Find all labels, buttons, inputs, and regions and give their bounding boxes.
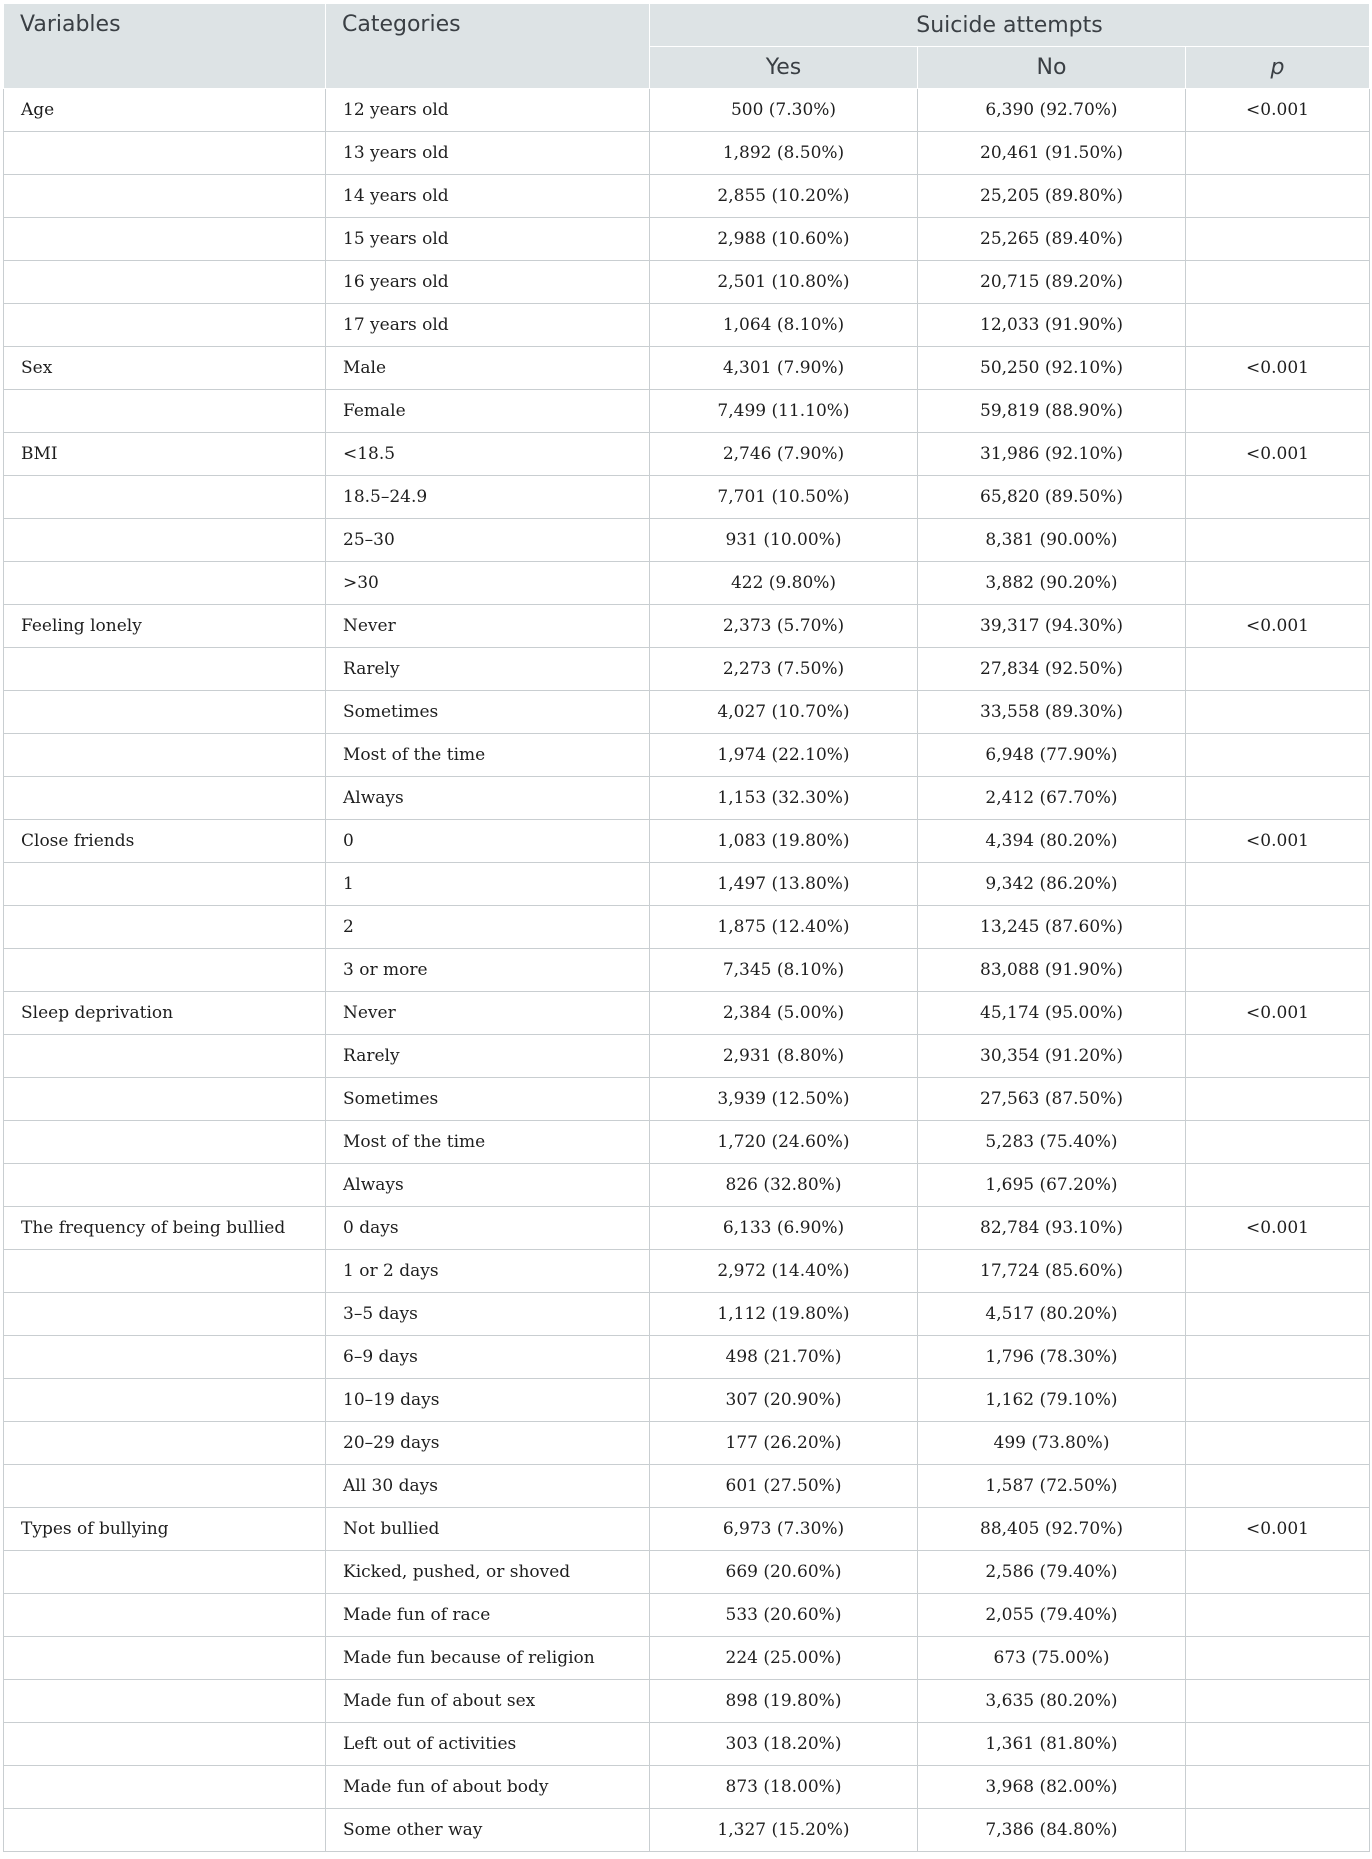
table-row xyxy=(4,1809,1370,1852)
table-row xyxy=(4,1551,1370,1594)
table-row xyxy=(4,820,1370,863)
table-body xyxy=(4,89,1370,1852)
cell-variable: Sex xyxy=(4,347,326,390)
cell-no: 4,517 (80.20%) xyxy=(918,1293,1186,1336)
cell-yes: 307 (20.90%) xyxy=(650,1379,918,1422)
cell-no: 1,361 (81.80%) xyxy=(918,1723,1186,1766)
cell-variable xyxy=(4,906,326,949)
cell-p xyxy=(1186,132,1370,175)
table-row xyxy=(4,1723,1370,1766)
cell-no: 27,834 (92.50%) xyxy=(918,648,1186,691)
cell-yes: 1,153 (32.30%) xyxy=(650,777,918,820)
cell-yes: 7,345 (8.10%) xyxy=(650,949,918,992)
cell-category: 14 years old xyxy=(326,175,650,218)
table-row xyxy=(4,562,1370,605)
cell-no: 45,174 (95.00%) xyxy=(918,992,1186,1035)
cell-p xyxy=(1186,175,1370,218)
cell-no: 83,088 (91.90%) xyxy=(918,949,1186,992)
cell-p xyxy=(1186,1465,1370,1508)
cell-yes: 7,499 (11.10%) xyxy=(650,390,918,433)
cell-p xyxy=(1186,1035,1370,1078)
cell-p xyxy=(1186,1766,1370,1809)
cell-category: 20–29 days xyxy=(326,1422,650,1465)
cell-variable: BMI xyxy=(4,433,326,476)
cell-p xyxy=(1186,218,1370,261)
cell-variable xyxy=(4,1293,326,1336)
cell-no: 88,405 (92.70%) xyxy=(918,1508,1186,1551)
cell-variable xyxy=(4,949,326,992)
cell-p: <0.001 xyxy=(1186,1508,1370,1551)
cell-variable xyxy=(4,1164,326,1207)
cell-yes: 2,273 (7.50%) xyxy=(650,648,918,691)
cell-variable: Sleep deprivation xyxy=(4,992,326,1035)
table-row xyxy=(4,949,1370,992)
cell-p xyxy=(1186,648,1370,691)
table-row xyxy=(4,906,1370,949)
cell-variable xyxy=(4,1637,326,1680)
cell-yes: 2,746 (7.90%) xyxy=(650,433,918,476)
cell-yes: 2,373 (5.70%) xyxy=(650,605,918,648)
cell-variable xyxy=(4,1121,326,1164)
cell-variable xyxy=(4,1766,326,1809)
cell-yes: 2,972 (14.40%) xyxy=(650,1250,918,1293)
table-row xyxy=(4,347,1370,390)
cell-variable xyxy=(4,304,326,347)
cell-category: Some other way xyxy=(326,1809,650,1852)
cell-category: Rarely xyxy=(326,648,650,691)
cell-yes: 1,083 (19.80%) xyxy=(650,820,918,863)
cell-p xyxy=(1186,777,1370,820)
cell-category: Always xyxy=(326,1164,650,1207)
cell-p xyxy=(1186,1680,1370,1723)
cell-yes: 1,875 (12.40%) xyxy=(650,906,918,949)
table-row xyxy=(4,777,1370,820)
cell-no: 20,715 (89.20%) xyxy=(918,261,1186,304)
cell-no: 1,796 (78.30%) xyxy=(918,1336,1186,1379)
cell-variable xyxy=(4,1035,326,1078)
cell-no: 4,394 (80.20%) xyxy=(918,820,1186,863)
cell-variable xyxy=(4,1078,326,1121)
cell-category: 25–30 xyxy=(326,519,650,562)
cell-variable xyxy=(4,734,326,777)
cell-p xyxy=(1186,476,1370,519)
cell-p: <0.001 xyxy=(1186,992,1370,1035)
table-row xyxy=(4,433,1370,476)
cell-no: 65,820 (89.50%) xyxy=(918,476,1186,519)
table-header xyxy=(4,4,1370,89)
cell-category: 3 or more xyxy=(326,949,650,992)
cell-yes: 898 (19.80%) xyxy=(650,1680,918,1723)
table-row xyxy=(4,390,1370,433)
cell-yes: 931 (10.00%) xyxy=(650,519,918,562)
table-row xyxy=(4,261,1370,304)
cell-category: All 30 days xyxy=(326,1465,650,1508)
cell-yes: 669 (20.60%) xyxy=(650,1551,918,1594)
cell-category: Most of the time xyxy=(326,1121,650,1164)
cell-p xyxy=(1186,1637,1370,1680)
cell-no: 82,784 (93.10%) xyxy=(918,1207,1186,1250)
table-row xyxy=(4,605,1370,648)
cell-yes: 7,701 (10.50%) xyxy=(650,476,918,519)
cell-category: 12 years old xyxy=(326,89,650,132)
cell-category: Made fun of about body xyxy=(326,1766,650,1809)
cell-variable xyxy=(4,1680,326,1723)
cell-variable xyxy=(4,863,326,906)
cell-variable xyxy=(4,1336,326,1379)
cell-p: <0.001 xyxy=(1186,347,1370,390)
cell-category: 0 days xyxy=(326,1207,650,1250)
cell-yes: 2,384 (5.00%) xyxy=(650,992,918,1035)
cell-no: 2,055 (79.40%) xyxy=(918,1594,1186,1637)
cell-p xyxy=(1186,1723,1370,1766)
cell-no: 59,819 (88.90%) xyxy=(918,390,1186,433)
cell-category: Never xyxy=(326,605,650,648)
cell-p xyxy=(1186,691,1370,734)
cell-yes: 1,892 (8.50%) xyxy=(650,132,918,175)
cell-p: <0.001 xyxy=(1186,89,1370,132)
cell-category: 6–9 days xyxy=(326,1336,650,1379)
cell-category: Sometimes xyxy=(326,1078,650,1121)
table-row xyxy=(4,1766,1370,1809)
cell-no: 12,033 (91.90%) xyxy=(918,304,1186,347)
table-row xyxy=(4,734,1370,777)
cell-no: 13,245 (87.60%) xyxy=(918,906,1186,949)
cell-p xyxy=(1186,1336,1370,1379)
table-row xyxy=(4,1164,1370,1207)
cell-category: Left out of activities xyxy=(326,1723,650,1766)
data-table xyxy=(3,3,1370,1852)
cell-category: Kicked, pushed, or shoved xyxy=(326,1551,650,1594)
cell-yes: 303 (18.20%) xyxy=(650,1723,918,1766)
cell-no: 25,265 (89.40%) xyxy=(918,218,1186,261)
table-row xyxy=(4,648,1370,691)
cell-no: 7,386 (84.80%) xyxy=(918,1809,1186,1852)
cell-category: 1 xyxy=(326,863,650,906)
cell-p xyxy=(1186,949,1370,992)
cell-no: 25,205 (89.80%) xyxy=(918,175,1186,218)
cell-p xyxy=(1186,304,1370,347)
cell-no: 50,250 (92.10%) xyxy=(918,347,1186,390)
cell-yes: 4,301 (7.90%) xyxy=(650,347,918,390)
cell-variable xyxy=(4,390,326,433)
table-row xyxy=(4,89,1370,132)
header-no: No xyxy=(918,47,1186,89)
cell-p xyxy=(1186,1551,1370,1594)
header-yes: Yes xyxy=(650,47,918,89)
cell-category: 2 xyxy=(326,906,650,949)
cell-p xyxy=(1186,1594,1370,1637)
cell-category: 15 years old xyxy=(326,218,650,261)
cell-category: Sometimes xyxy=(326,691,650,734)
cell-category: >30 xyxy=(326,562,650,605)
cell-p xyxy=(1186,1121,1370,1164)
table-row xyxy=(4,218,1370,261)
cell-p xyxy=(1186,1164,1370,1207)
cell-variable: Age xyxy=(4,89,326,132)
table-row xyxy=(4,1336,1370,1379)
cell-variable xyxy=(4,132,326,175)
cell-variable xyxy=(4,519,326,562)
cell-category: Made fun of race xyxy=(326,1594,650,1637)
table-row xyxy=(4,1379,1370,1422)
cell-no: 499 (73.80%) xyxy=(918,1422,1186,1465)
cell-yes: 4,027 (10.70%) xyxy=(650,691,918,734)
header-suicide-attempts: Suicide attempts xyxy=(650,4,1370,47)
cell-variable xyxy=(4,175,326,218)
table-row xyxy=(4,304,1370,347)
cell-variable: Types of bullying xyxy=(4,1508,326,1551)
cell-category: 0 xyxy=(326,820,650,863)
cell-category: <18.5 xyxy=(326,433,650,476)
cell-category: 18.5–24.9 xyxy=(326,476,650,519)
table-row xyxy=(4,1637,1370,1680)
cell-p xyxy=(1186,390,1370,433)
cell-variable xyxy=(4,261,326,304)
cell-category: 3–5 days xyxy=(326,1293,650,1336)
cell-variable xyxy=(4,1551,326,1594)
cell-p xyxy=(1186,863,1370,906)
cell-p xyxy=(1186,906,1370,949)
cell-category: 1 or 2 days xyxy=(326,1250,650,1293)
cell-no: 30,354 (91.20%) xyxy=(918,1035,1186,1078)
cell-yes: 422 (9.80%) xyxy=(650,562,918,605)
cell-variable: The frequency of being bullied xyxy=(4,1207,326,1250)
cell-yes: 6,973 (7.30%) xyxy=(650,1508,918,1551)
cell-no: 2,412 (67.70%) xyxy=(918,777,1186,820)
table-row xyxy=(4,175,1370,218)
table-row xyxy=(4,1508,1370,1551)
cell-category: 13 years old xyxy=(326,132,650,175)
cell-p xyxy=(1186,734,1370,777)
table-row xyxy=(4,1680,1370,1723)
cell-no: 39,317 (94.30%) xyxy=(918,605,1186,648)
table-row xyxy=(4,1207,1370,1250)
cell-no: 3,635 (80.20%) xyxy=(918,1680,1186,1723)
cell-no: 33,558 (89.30%) xyxy=(918,691,1186,734)
cell-yes: 500 (7.30%) xyxy=(650,89,918,132)
table-container xyxy=(3,3,1369,1852)
cell-category: Rarely xyxy=(326,1035,650,1078)
cell-no: 17,724 (85.60%) xyxy=(918,1250,1186,1293)
table-row xyxy=(4,691,1370,734)
cell-variable xyxy=(4,1250,326,1293)
cell-category: Made fun because of religion xyxy=(326,1637,650,1680)
cell-category: Female xyxy=(326,390,650,433)
cell-category: Most of the time xyxy=(326,734,650,777)
cell-variable xyxy=(4,562,326,605)
cell-p xyxy=(1186,1422,1370,1465)
cell-category: Never xyxy=(326,992,650,1035)
table-row xyxy=(4,1594,1370,1637)
cell-variable xyxy=(4,476,326,519)
cell-yes: 1,327 (15.20%) xyxy=(650,1809,918,1852)
cell-no: 5,283 (75.40%) xyxy=(918,1121,1186,1164)
cell-no: 27,563 (87.50%) xyxy=(918,1078,1186,1121)
cell-yes: 2,501 (10.80%) xyxy=(650,261,918,304)
table-row xyxy=(4,132,1370,175)
cell-yes: 873 (18.00%) xyxy=(650,1766,918,1809)
cell-variable xyxy=(4,1422,326,1465)
cell-yes: 1,720 (24.60%) xyxy=(650,1121,918,1164)
cell-no: 3,882 (90.20%) xyxy=(918,562,1186,605)
cell-no: 9,342 (86.20%) xyxy=(918,863,1186,906)
cell-variable: Close friends xyxy=(4,820,326,863)
cell-p xyxy=(1186,519,1370,562)
table-row xyxy=(4,1121,1370,1164)
cell-no: 673 (75.00%) xyxy=(918,1637,1186,1680)
cell-yes: 2,988 (10.60%) xyxy=(650,218,918,261)
table-row xyxy=(4,1250,1370,1293)
cell-yes: 2,931 (8.80%) xyxy=(650,1035,918,1078)
table-row xyxy=(4,1465,1370,1508)
cell-variable xyxy=(4,691,326,734)
cell-p xyxy=(1186,1809,1370,1852)
cell-variable xyxy=(4,1465,326,1508)
cell-yes: 2,855 (10.20%) xyxy=(650,175,918,218)
cell-variable xyxy=(4,1723,326,1766)
cell-p xyxy=(1186,1078,1370,1121)
cell-yes: 533 (20.60%) xyxy=(650,1594,918,1637)
cell-no: 20,461 (91.50%) xyxy=(918,132,1186,175)
cell-yes: 826 (32.80%) xyxy=(650,1164,918,1207)
table-row xyxy=(4,519,1370,562)
cell-no: 8,381 (90.00%) xyxy=(918,519,1186,562)
cell-p xyxy=(1186,1250,1370,1293)
cell-p: <0.001 xyxy=(1186,605,1370,648)
cell-p xyxy=(1186,562,1370,605)
table-row xyxy=(4,863,1370,906)
cell-category: 17 years old xyxy=(326,304,650,347)
cell-no: 2,586 (79.40%) xyxy=(918,1551,1186,1594)
cell-p xyxy=(1186,261,1370,304)
table-row xyxy=(4,1078,1370,1121)
cell-yes: 1,497 (13.80%) xyxy=(650,863,918,906)
cell-no: 6,390 (92.70%) xyxy=(918,89,1186,132)
cell-category: Made fun of about sex xyxy=(326,1680,650,1723)
cell-p: <0.001 xyxy=(1186,433,1370,476)
cell-yes: 601 (27.50%) xyxy=(650,1465,918,1508)
table-row xyxy=(4,1422,1370,1465)
cell-variable xyxy=(4,218,326,261)
cell-p: <0.001 xyxy=(1186,1207,1370,1250)
cell-no: 1,587 (72.50%) xyxy=(918,1465,1186,1508)
cell-p xyxy=(1186,1379,1370,1422)
cell-no: 31,986 (92.10%) xyxy=(918,433,1186,476)
cell-variable xyxy=(4,777,326,820)
table-row xyxy=(4,1035,1370,1078)
cell-yes: 1,064 (8.10%) xyxy=(650,304,918,347)
header-categories: Categories xyxy=(326,4,650,89)
cell-no: 1,695 (67.20%) xyxy=(918,1164,1186,1207)
cell-category: Not bullied xyxy=(326,1508,650,1551)
cell-no: 3,968 (82.00%) xyxy=(918,1766,1186,1809)
cell-category: Male xyxy=(326,347,650,390)
cell-variable xyxy=(4,1594,326,1637)
table-row xyxy=(4,1293,1370,1336)
cell-yes: 498 (21.70%) xyxy=(650,1336,918,1379)
cell-yes: 3,939 (12.50%) xyxy=(650,1078,918,1121)
cell-variable xyxy=(4,1379,326,1422)
cell-p xyxy=(1186,1293,1370,1336)
cell-no: 1,162 (79.10%) xyxy=(918,1379,1186,1422)
cell-yes: 1,974 (22.10%) xyxy=(650,734,918,777)
cell-p: <0.001 xyxy=(1186,820,1370,863)
cell-yes: 1,112 (19.80%) xyxy=(650,1293,918,1336)
cell-category: 10–19 days xyxy=(326,1379,650,1422)
cell-category: Always xyxy=(326,777,650,820)
cell-no: 6,948 (77.90%) xyxy=(918,734,1186,777)
cell-variable xyxy=(4,1809,326,1852)
header-p: p xyxy=(1186,47,1370,89)
cell-variable: Feeling lonely xyxy=(4,605,326,648)
cell-category: 16 years old xyxy=(326,261,650,304)
cell-variable xyxy=(4,648,326,691)
header-variables: Variables xyxy=(4,4,326,89)
cell-yes: 224 (25.00%) xyxy=(650,1637,918,1680)
cell-yes: 6,133 (6.90%) xyxy=(650,1207,918,1250)
table-row xyxy=(4,476,1370,519)
cell-yes: 177 (26.20%) xyxy=(650,1422,918,1465)
table-row xyxy=(4,992,1370,1035)
